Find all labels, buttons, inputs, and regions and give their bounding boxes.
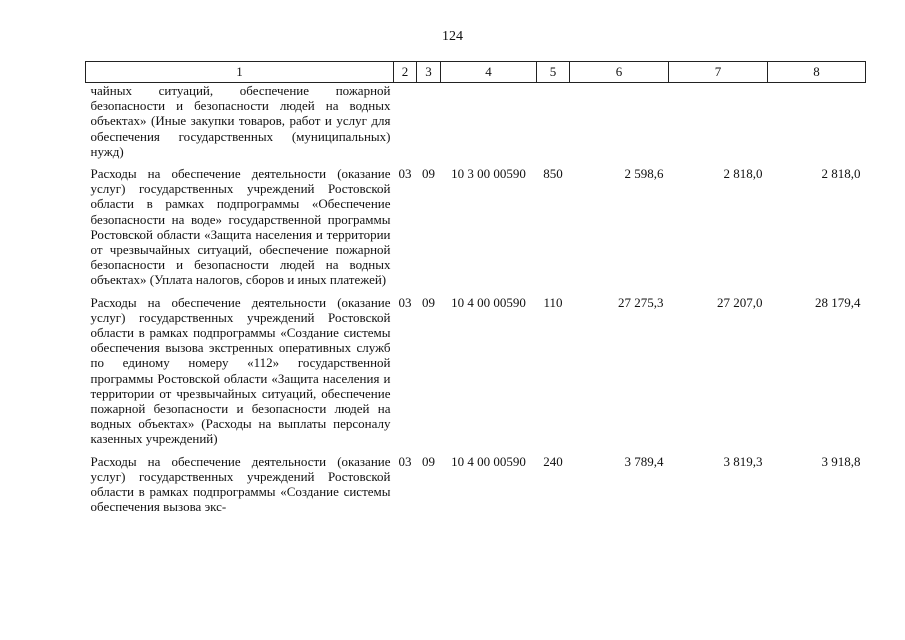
column-header-2: 2 <box>394 62 417 83</box>
row-target-article: 10 4 00 00590 <box>451 294 526 310</box>
column-header-3: 3 <box>417 62 441 83</box>
row-value-col6: 2 598,6 <box>624 166 664 182</box>
row-subsection: 09 <box>422 166 435 182</box>
header-row <box>86 62 866 83</box>
row-section <box>394 83 417 167</box>
column-header-1: 1 <box>86 62 394 83</box>
row-target-article <box>441 83 537 167</box>
row-value-col7: 2 818,0 <box>723 166 763 182</box>
column-header-6: 6 <box>570 62 669 83</box>
row-value-col6 <box>570 83 669 167</box>
table-row <box>86 166 866 295</box>
page-number: 124 <box>442 29 463 44</box>
row-section: 03 <box>398 166 412 182</box>
row-value-col6: 27 275,3 <box>618 294 664 310</box>
row-value-col8: 3 918,8 <box>821 453 861 469</box>
column-header-4: 4 <box>441 62 537 83</box>
row-subsection <box>417 83 441 167</box>
row-target-article: 10 3 00 00590 <box>451 166 526 182</box>
row-description: чайных ситуаций, обеспечение пожарной безопасности и безопасности людей на водных объектах» (Иные закупки товаров, работ и услуг для обеспечения государственных (муниципальных) нужд) <box>90 83 391 159</box>
row-value-col8: 28 179,4 <box>815 294 861 310</box>
table-row <box>86 83 866 167</box>
row-expense-type: 110 <box>543 294 563 310</box>
row-value-col7 <box>669 83 768 167</box>
row-target-article: 10 4 00 00590 <box>451 453 526 469</box>
row-value-col8 <box>768 83 866 167</box>
row-subsection: 09 <box>422 453 435 469</box>
row-subsection: 09 <box>422 294 435 310</box>
table-header <box>86 62 866 83</box>
row-value-col8: 2 818,0 <box>821 166 861 182</box>
row-description: Расходы на обеспечение деятельности (оказание услуг) государственных учреждений Ростовской области в рамках подпрограммы «Создание системы обеспечения вызова экстренных оперативных служб по единому номеру «112» государственной программы Ростовской области «Защита населения и территории от чрезвычайных ситуаций, обеспечение пожарной безопасности и безопасности людей на водных объектах» (Расходы на выплаты персоналу казенных учреждений) <box>90 294 391 447</box>
table-body <box>86 83 866 522</box>
row-value-col7: 3 819,3 <box>723 453 763 469</box>
row-expense-type: 850 <box>543 166 563 182</box>
row-value-col7: 27 207,0 <box>717 294 763 310</box>
row-expense-type: 240 <box>543 453 563 469</box>
budget-table <box>85 61 866 521</box>
row-value-col6: 3 789,4 <box>624 453 664 469</box>
row-description: Расходы на обеспечение деятельности (оказание услуг) государственных учреждений Ростовской области в рамках подпрограммы «Создание системы обеспечения вызова экс- <box>90 453 391 515</box>
table-row <box>86 295 866 454</box>
row-section: 03 <box>398 294 412 310</box>
row-expense-type <box>537 83 570 167</box>
column-header-5: 5 <box>537 62 570 83</box>
column-header-7: 7 <box>669 62 768 83</box>
table-row <box>86 454 866 522</box>
column-header-8: 8 <box>768 62 866 83</box>
row-description: Расходы на обеспечение деятельности (оказание услуг) государственных учреждений Ростовской области в рамках подпрограммы «Обеспечение безопасности на воде» государственной программы Ростовской области «Защита населения и территории от чрезвычайных ситуаций, обеспечение пожарной безопасности и безопасности людей на водных объектах» (Уплата налогов, сборов и иных платежей) <box>90 166 391 288</box>
row-section: 03 <box>398 453 412 469</box>
